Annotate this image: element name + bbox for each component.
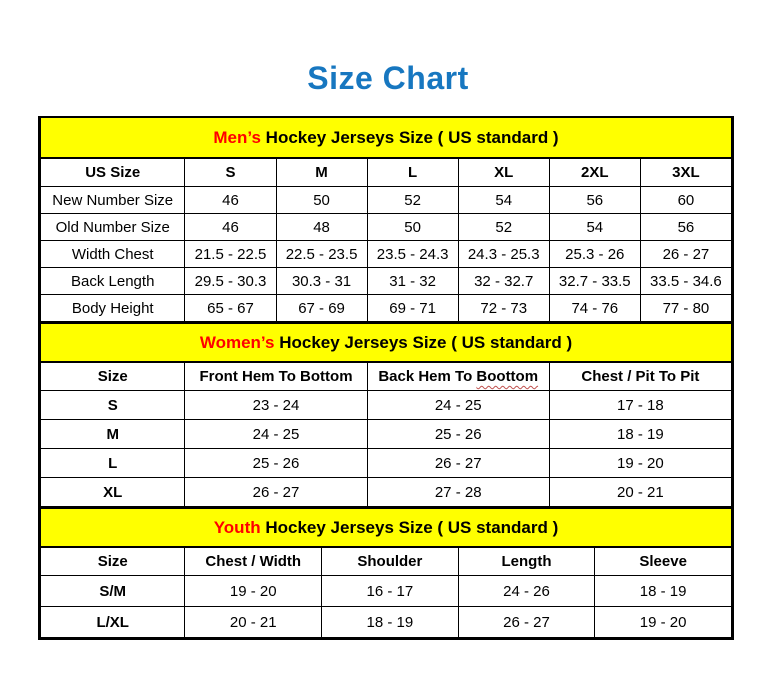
table-cell: 32 - 32.7 — [458, 268, 549, 295]
table-row — [41, 187, 732, 214]
table-cell: 26 - 27 — [458, 607, 595, 638]
womens-section-title — [41, 323, 732, 362]
table-cell: 24 - 25 — [367, 391, 549, 420]
row-label: Body Height — [41, 295, 185, 322]
mens-section-title-rest: Hockey Jerseys Size ( US standard ) — [265, 127, 559, 147]
column-header: US Size — [41, 158, 185, 187]
row-label: M — [41, 420, 185, 449]
table-cell: 24.3 - 25.3 — [458, 241, 549, 268]
page-title: Size Chart — [307, 60, 469, 96]
table-cell: 16 - 17 — [322, 576, 459, 607]
table-cell: 26 - 27 — [640, 241, 731, 268]
womens-section-highlight: Women’s — [199, 332, 275, 352]
column-header-misspelled — [367, 362, 549, 391]
table-cell: 56 — [549, 187, 640, 214]
table-cell: 17 - 18 — [549, 391, 731, 420]
table-cell: 65 - 67 — [185, 295, 276, 322]
table-cell: 32.7 - 33.5 — [549, 268, 640, 295]
column-header: L — [367, 158, 458, 187]
youth-section-highlight: Youth — [213, 517, 261, 537]
column-header: Shoulder — [322, 547, 459, 576]
table-cell: 20 - 21 — [185, 607, 322, 638]
table-cell: 20 - 21 — [549, 478, 731, 507]
table-cell: 46 — [185, 187, 276, 214]
row-label: New Number Size — [41, 187, 185, 214]
table-cell: 18 - 19 — [549, 420, 731, 449]
column-header: Length — [458, 547, 595, 576]
table-cell: 56 — [640, 214, 731, 241]
row-label: Back Length — [41, 268, 185, 295]
mens-size-table — [40, 118, 732, 322]
row-label: S — [41, 391, 185, 420]
youth-section-header — [41, 508, 732, 547]
table-cell: 67 - 69 — [276, 295, 367, 322]
row-label: Old Number Size — [41, 214, 185, 241]
table-cell: 24 - 25 — [185, 420, 367, 449]
column-header: Size — [41, 362, 185, 391]
youth-column-header-row — [41, 547, 732, 576]
table-cell: 26 - 27 — [367, 449, 549, 478]
row-label: L/XL — [41, 607, 185, 638]
womens-section-title-rest: Hockey Jerseys Size ( US standard ) — [279, 332, 573, 352]
table-row — [41, 478, 732, 507]
table-cell: 18 - 19 — [595, 576, 732, 607]
back-hem-typo-word: Boottom — [476, 368, 539, 385]
table-cell: 27 - 28 — [367, 478, 549, 507]
column-header: 3XL — [640, 158, 731, 187]
mens-section-highlight: Men’s — [213, 127, 261, 147]
table-cell: 29.5 - 30.3 — [185, 268, 276, 295]
table-cell: 26 - 27 — [185, 478, 367, 507]
table-cell: 19 - 20 — [185, 576, 322, 607]
column-header: Chest / Width — [185, 547, 322, 576]
table-cell: 31 - 32 — [367, 268, 458, 295]
column-header: M — [276, 158, 367, 187]
table-row — [41, 576, 732, 607]
womens-section-header — [41, 323, 732, 362]
table-cell: 25 - 26 — [367, 420, 549, 449]
column-header: Front Hem To Bottom — [185, 362, 367, 391]
column-header: XL — [458, 158, 549, 187]
table-cell: 77 - 80 — [640, 295, 731, 322]
column-header: Chest / Pit To Pit — [549, 362, 731, 391]
table-cell: 25 - 26 — [185, 449, 367, 478]
table-cell: 54 — [458, 187, 549, 214]
table-cell: 50 — [276, 187, 367, 214]
table-cell: 48 — [276, 214, 367, 241]
table-cell: 23.5 - 24.3 — [367, 241, 458, 268]
table-cell: 74 - 76 — [549, 295, 640, 322]
table-cell: 46 — [185, 214, 276, 241]
table-cell: 54 — [549, 214, 640, 241]
womens-size-table — [40, 322, 732, 507]
table-row — [41, 268, 732, 295]
row-label: L — [41, 449, 185, 478]
table-cell: 18 - 19 — [322, 607, 459, 638]
mens-section-header — [41, 118, 732, 158]
table-cell: 25.3 - 26 — [549, 241, 640, 268]
youth-section-title — [41, 508, 732, 547]
table-cell: 19 - 20 — [595, 607, 732, 638]
size-chart — [38, 116, 734, 640]
table-cell: 50 — [367, 214, 458, 241]
column-header: S — [185, 158, 276, 187]
table-row — [41, 420, 732, 449]
youth-size-table — [40, 507, 732, 638]
table-cell: 69 - 71 — [367, 295, 458, 322]
table-row — [41, 295, 732, 322]
column-header: Size — [41, 547, 185, 576]
table-cell: 19 - 20 — [549, 449, 731, 478]
table-row — [41, 391, 732, 420]
mens-column-header-row — [41, 158, 732, 187]
table-cell: 21.5 - 22.5 — [185, 241, 276, 268]
row-label: XL — [41, 478, 185, 507]
table-row — [41, 214, 732, 241]
table-row — [41, 241, 732, 268]
table-cell: 33.5 - 34.6 — [640, 268, 731, 295]
table-cell: 24 - 26 — [458, 576, 595, 607]
table-cell: 22.5 - 23.5 — [276, 241, 367, 268]
row-label: S/M — [41, 576, 185, 607]
table-cell: 72 - 73 — [458, 295, 549, 322]
back-hem-prefix: Back Hem To — [378, 368, 473, 385]
mens-section-title — [41, 118, 732, 158]
table-cell: 52 — [458, 214, 549, 241]
table-row — [41, 449, 732, 478]
column-header: 2XL — [549, 158, 640, 187]
table-cell: 60 — [640, 187, 731, 214]
womens-column-header-row — [41, 362, 732, 391]
table-cell: 52 — [367, 187, 458, 214]
column-header: Sleeve — [595, 547, 732, 576]
table-cell: 23 - 24 — [185, 391, 367, 420]
table-row — [41, 607, 732, 638]
row-label: Width Chest — [41, 241, 185, 268]
youth-section-title-rest: Hockey Jerseys Size ( US standard ) — [265, 517, 559, 537]
table-cell: 30.3 - 31 — [276, 268, 367, 295]
